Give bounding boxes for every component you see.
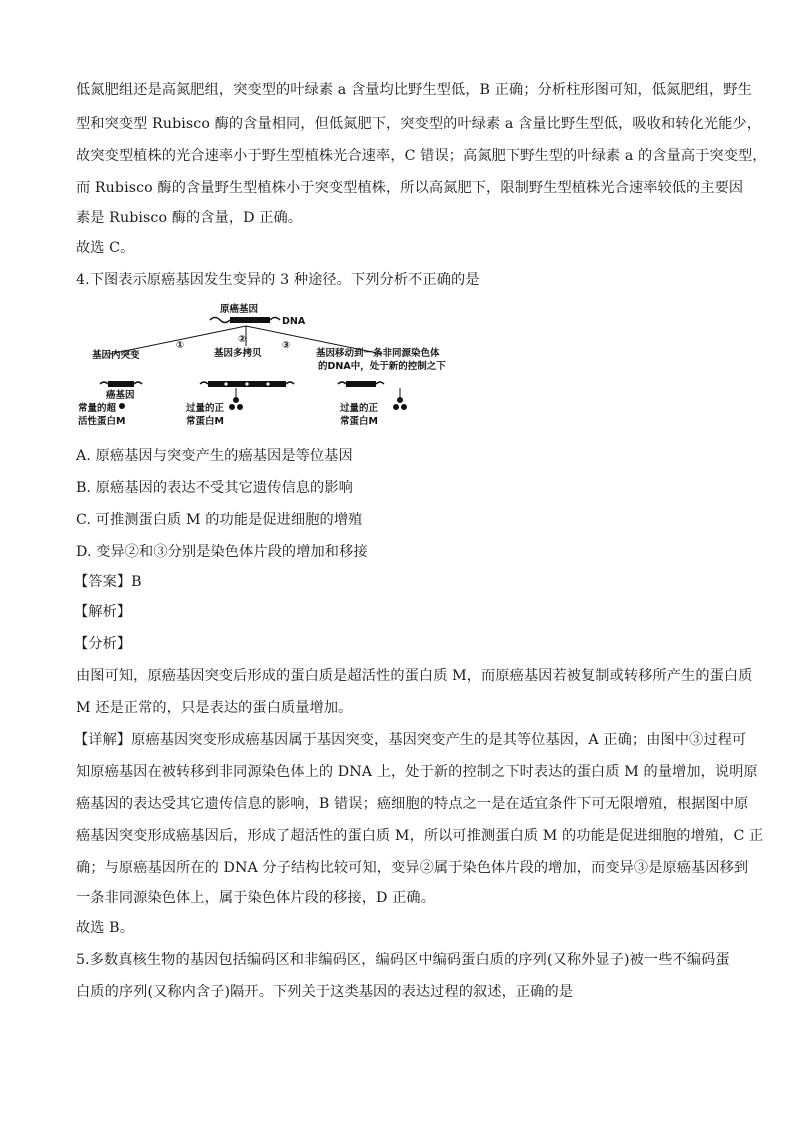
dna-strand-icon	[210, 318, 230, 323]
outcome-3-line2: 常蛋白M	[340, 416, 378, 427]
text-line: 故选 C。	[76, 240, 135, 256]
answer-heading: 【答案】B	[74, 574, 142, 590]
path-number-3: ③	[282, 340, 291, 351]
path-3-label-line2: 的DNA中，处于新的控制之下	[318, 361, 446, 372]
path-1-label: 基因内突变	[92, 350, 140, 361]
oncogene-segment	[108, 381, 134, 387]
oncogene-label: 癌基因	[106, 390, 135, 401]
outcome-2-line1: 过量的正	[186, 403, 225, 414]
text-line: 故突变型植株的光合速率小于野生型植株光合速率，C 错误；高氮肥下野生型的叶绿素 a 的含量高于突变型，	[76, 148, 767, 164]
option-c: C. 可推测蛋白质 M 的功能是促进细胞的增殖	[76, 512, 363, 528]
text-line: 一条非同源染色体上，属于染色体片段的移接，D 正确。	[76, 890, 435, 906]
text-line: 素是 Rubisco 酶的含量，D 正确。	[76, 210, 303, 226]
text-line: M 还是正常的，只是表达的蛋白质量增加。	[76, 700, 353, 716]
outcome-2-line2: 常蛋白M	[186, 416, 224, 427]
protein-dot	[119, 403, 125, 409]
path-3-label-line1: 基因移动到一条非同源染色体	[316, 348, 440, 359]
text-line: 确；与原癌基因所在的 DNA 分子结构比较可知，变异②属于染色体片段的增加，而变异③是原癌基因移到	[76, 860, 749, 876]
text-line: 由图可知，原癌基因突变后形成的蛋白质是超活性的蛋白质 M，而原癌基因若被复制或转移所产生的蛋白质	[76, 668, 753, 684]
path-number-2: ②	[238, 334, 247, 345]
question-5-stem: 5.多数真核生物的基因包括编码区和非编码区，编码区中编码蛋白质的序列(又称外显子)被一些不编码蛋	[76, 952, 730, 968]
option-d: D. 变异②和③分别是染色体片段的增加和移接	[76, 544, 368, 560]
proto-oncogene-label: 原癌基因	[220, 304, 259, 315]
outcome-1-line1: 常量的超	[78, 403, 117, 414]
analysis-heading: 【解析】	[74, 604, 132, 620]
gene-segment	[230, 317, 270, 323]
outcome-1-line2: 活性蛋白M	[78, 416, 126, 427]
text-line: 型和突变型 Rubisco 酶的含量相同，但低氮肥下，突变型的叶绿素 a 含量比野生型低，吸收和转化光能少，	[76, 116, 761, 132]
moved-gene-segment	[346, 381, 376, 387]
dna-label: DNA	[282, 316, 306, 327]
option-b: B. 原癌基因的表达不受其它遗传信息的影响	[76, 480, 353, 496]
text-line: 癌基因的表达受其它遗传信息的影响，B 错误；癌细胞的特点之一是在适宜条件下可无限增殖，根据图中原	[76, 796, 749, 812]
outcome-3-line1: 过量的正	[340, 403, 379, 414]
dna-strand-icon	[270, 318, 280, 321]
text-line: 癌基因突变形成癌基因后，形成了超活性的蛋白质 M，所以可推测蛋白质 M 的功能是促进细胞的增殖，C 正	[76, 828, 764, 844]
text-line: 故选 B。	[76, 920, 134, 936]
oncogene-mutation-diagram	[76, 296, 496, 436]
text-line: 【详解】原癌基因突变形成癌基因属于基因突变，基因突变产生的是其等位基因，A 正确；由图中③过程可	[74, 732, 747, 748]
fenxi-heading: 【分析】	[74, 636, 132, 652]
text-line: 知原癌基因在被转移到非同源染色体上的 DNA 上，处于新的控制之下时表达的蛋白质 M 的量增加，说明原	[76, 764, 758, 780]
text-line: 而 Rubisco 酶的含量野生型植株小于突变型植株，所以高氮肥下，限制野生型植株光合速率较低的主要因	[76, 180, 744, 196]
option-a: A. 原癌基因与突变产生的癌基因是等位基因	[76, 448, 353, 464]
question-5-stem: 白质的序列(又称内含子)隔开。下列关于这类基因的表达过程的叙述，正确的是	[76, 984, 574, 1000]
path-2-label: 基因多拷贝	[214, 348, 262, 359]
question-4-stem: 4.下图表示原癌基因发生变异的 3 种途径。下列分析不正确的是	[76, 272, 480, 288]
path-number-1: ①	[176, 340, 185, 351]
text-line: 低氮肥组还是高氮肥组，突变型的叶绿素 a 含量均比野生型低，B 正确；分析柱形图可知，低氮肥组，野生	[76, 82, 752, 98]
